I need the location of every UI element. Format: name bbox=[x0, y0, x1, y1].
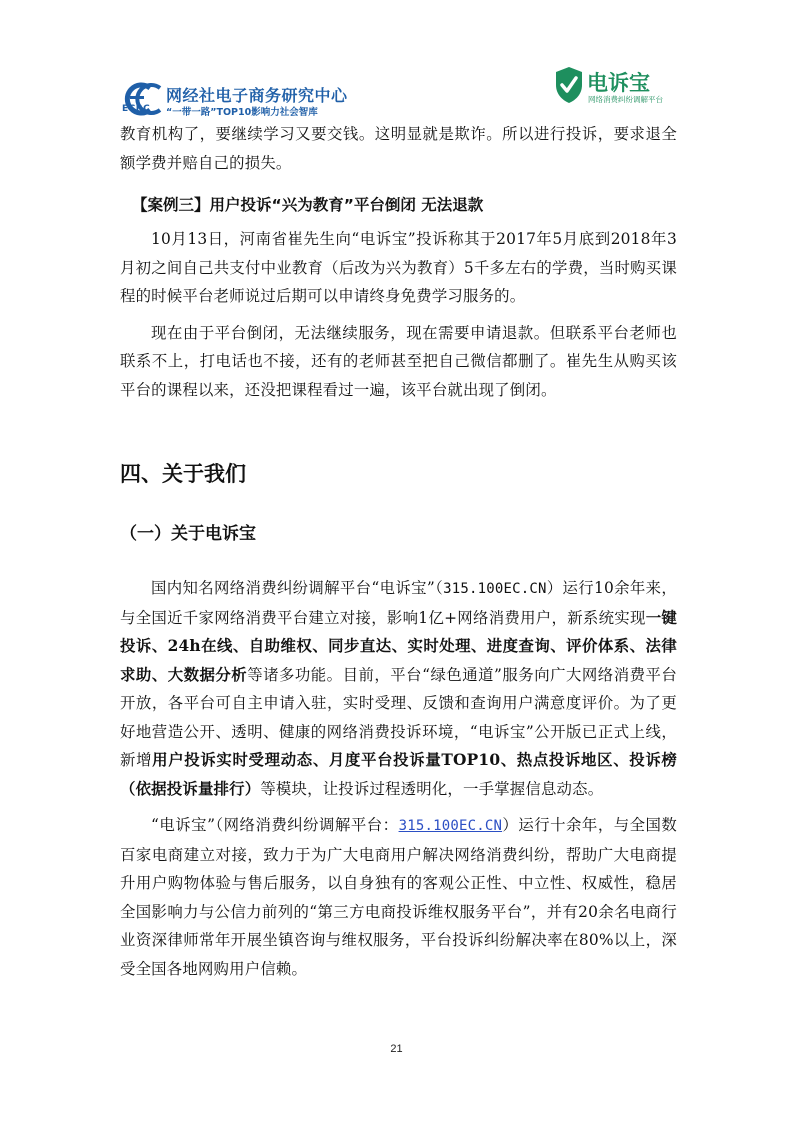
about-p1-features: 一键投诉、24h在线、自助维权、同步直达、实时处理、进度查询、评价体系、法律求助、大数据分析 bbox=[120, 608, 677, 684]
case-3-paragraph-2: 现在由于平台倒闭，无法继续服务，现在需要申请退款。但联系平台老师也联系不上，打电话也不接，还有的老师甚至把自己微信都删了。崔先生从购买该平台的课程以来，还没把课程看过一遍，该平台就出现了倒闭。 bbox=[120, 323, 677, 399]
case-3-paragraph-1: 10月13日，河南省崔先生向“电诉宝”投诉称其于2017年5月底到2018年3月初之间自己共支付中业教育（后改为兴为教育）5千多左右的学费，当时购买课程的时候平台老师说过后期可以申请终身免费学习服务的。 bbox=[120, 230, 677, 305]
about-p1-modules: 用户投诉实时受理动态、月度平台投诉量TOP10、热点投诉地区、投诉榜（依据投诉量排行） bbox=[120, 751, 677, 798]
org-slogan: “一带一路”TOP10影响力社会智库 bbox=[166, 107, 318, 118]
about-p1-text-c: 等诸多功能。目前，平台“绿色通道”服务向广大网络消费平台开放，各平台可自主申请入驻，实时受理、反馈和查询用户满意度评价。为了更好地营造公开、透明、健康的网络消费投诉环境，“电诉宝”公开版已正式上线，新增 bbox=[120, 665, 677, 769]
subsection-title: （一）关于电诉宝 bbox=[120, 524, 256, 544]
brand-tagline: 网络消费纠纷调解平台 bbox=[588, 95, 663, 104]
about-p1-text-a: 国内知名网络消费纠纷调解平台“电诉宝”（ bbox=[151, 579, 444, 597]
document-body bbox=[120, 120, 677, 983]
about-p1-text-d: 等模块，让投诉过程透明化，一手掌握信息动态。 bbox=[260, 779, 604, 798]
brand-logo bbox=[554, 66, 674, 110]
paragraph-continued: 教育机构了，要继续学习又要交钱。这明显就是欺诈。所以进行投诉，要求退全额学费并赔自己的损失。 bbox=[120, 125, 677, 172]
about-paragraph-1 bbox=[120, 574, 677, 803]
page-header bbox=[0, 0, 793, 125]
about-p1-text-b: ）运行10余年来，与全国近千家网络消费平台建立对接，影响1亿+网络消费用户，新系统实现 bbox=[120, 579, 677, 627]
ecrc-logo bbox=[120, 80, 360, 120]
page-number: 21 bbox=[390, 1043, 403, 1055]
ecrc-logo-icon bbox=[120, 80, 164, 120]
site-link[interactable]: 315.100EC.CN bbox=[398, 818, 503, 834]
about-paragraph-2 bbox=[120, 811, 677, 983]
org-name: 网经社电子商务研究中心 bbox=[166, 86, 348, 105]
shield-check-icon bbox=[554, 66, 584, 104]
ecrc-mark-text: ECRC bbox=[122, 104, 151, 114]
section-title: 四、关于我们 bbox=[120, 462, 246, 486]
brand-name: 电诉宝 bbox=[587, 71, 650, 95]
about-p2-text-a: “电诉宝”（网络消费纠纷调解平台： bbox=[151, 816, 399, 834]
about-p1-url: 315.100EC.CN bbox=[443, 581, 547, 597]
case-3-title: 【案例三】用户投诉“兴为教育”平台倒闭 无法退款 bbox=[132, 196, 484, 214]
about-p2-text-b: ）运行十余年，与全国数百家电商建立对接，致力于为广大电商用户解决网络消费纠纷，帮助广大电商提升用户购物体验与售后服务，以自身独有的客观公正性、中立性、权威性，稳居全国影响力与公信力前列的“第三方电商投诉维权服务平台”，并有20余名电商行业资深律师常年开展坐镇咨询与维权服务，平台投诉纠纷解决率在80%以上，深受全国各地网购用户信赖。 bbox=[120, 816, 678, 978]
